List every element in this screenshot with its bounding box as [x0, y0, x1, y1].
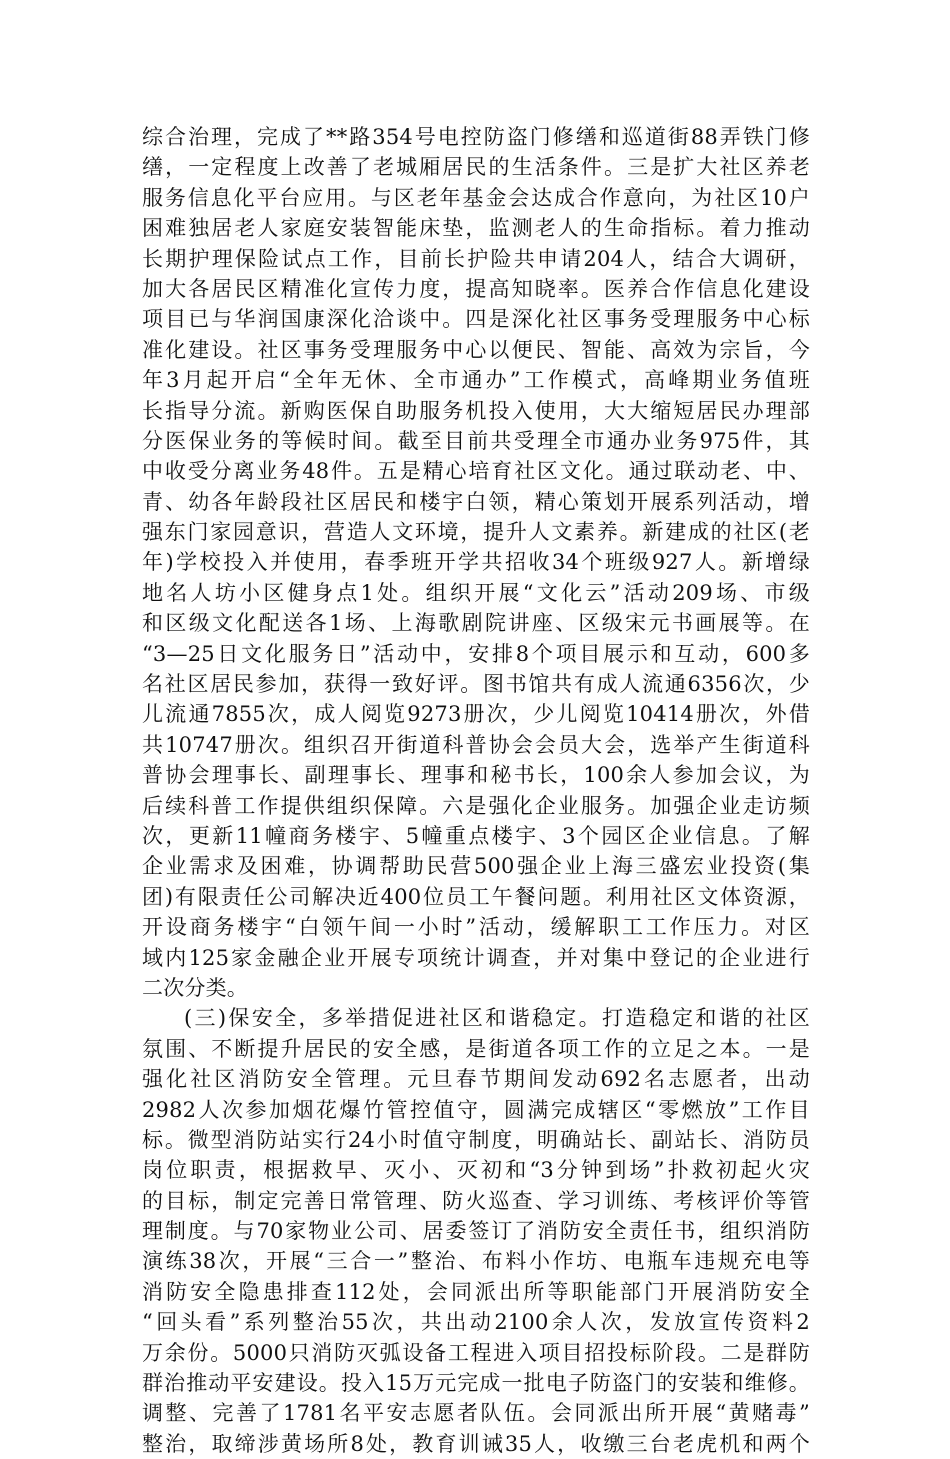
text-line: 整治，取缔涉黄场所8处，教育训诫35人，收缴三台老虎机和两个 — [142, 1431, 810, 1456]
text-line: 2982人次参加烟花爆竹管控值守，圆满完成辖区“零燃放”工作目 — [142, 1097, 810, 1122]
text-line: 万余份。5000只消防灭弧设备工程进入项目招投标阶段。二是群防 — [142, 1340, 810, 1365]
text-line: 共10747册次。组织召开街道科普协会会员大会，选举产生街道科 — [142, 732, 810, 757]
text-line: 消防安全隐患排查112处，会同派出所等职能部门开展消防安全 — [142, 1279, 810, 1304]
text-line: 的目标，制定完善日常管理、防火巡查、学习训练、考核评价等管 — [142, 1188, 810, 1213]
text-line: 项目已与华润国康深化洽谈中。四是深化社区事务受理服务中心标 — [142, 307, 810, 332]
text-line: 次，更新11幢商务楼宇、5幢重点楼宇、3个园区企业信息。了解 — [142, 823, 810, 848]
text-line: 综合治理，完成了**路354号电控防盗门修缮和巡道街88弄铁门修 — [142, 125, 810, 149]
text-line: 团)有限责任公司解决近400位员工午餐问题。利用社区文体资源， — [142, 884, 810, 909]
text-line: 缮，一定程度上改善了老城厢居民的生活条件。三是扩大社区养老 — [142, 155, 810, 180]
text-line: 长期护理保险试点工作，目前长护险共申请204人，结合大调研， — [142, 246, 810, 271]
text-line: 后续科普工作提供组织保障。六是强化企业服务。加强企业走访频 — [142, 793, 810, 818]
text-line: 强化社区消防安全管理。元旦春节期间发动692名志愿者，出动 — [142, 1067, 810, 1092]
text-line: 和区级文化配送各1场、上海歌剧院讲座、区级宋元书画展等。在 — [142, 611, 810, 636]
text-line: 岗位职责，根据救早、灭小、灭初和“3分钟到场”扑救初起火灾 — [142, 1158, 810, 1183]
text-line: 青、幼各年龄段社区居民和楼宇白领，精心策划开展系列活动，增 — [142, 489, 810, 514]
text-line: 年3月起开启“全年无休、全市通办”工作模式，高峰期业务值班 — [142, 368, 810, 393]
text-line: 群治推动平安建设。投入15万元完成一批电子防盗门的安装和维修。 — [142, 1371, 810, 1396]
text-line: 标。微型消防站实行24小时值守制度，明确站长、副站长、消防员 — [142, 1127, 810, 1152]
text-line: 强东门家园意识，营造人文环境，提升人文素养。新建成的社区(老 — [142, 520, 810, 545]
text-line: “回头看”系列整治55次，共出动2100余人次，发放宣传资料2 — [142, 1310, 810, 1335]
document-body — [142, 122, 810, 1459]
text-line: 理制度。与70家物业公司、居委签订了消防安全责任书，组织消防 — [142, 1219, 810, 1244]
text-line: 服务信息化平台应用。与区老年基金会达成合作意向，为社区10户 — [142, 185, 810, 210]
text-line: 普协会理事长、副理事长、理事和秘书长，100余人参加会议，为 — [142, 763, 810, 788]
text-line: 儿流通7855次，成人阅览9273册次，少儿阅览10414册次，外借 — [142, 702, 810, 727]
text-line: 准化建设。社区事务受理服务中心以便民、智能、高效为宗旨，今 — [142, 337, 810, 362]
text-line: 名社区居民参加，获得一致好评。图书馆共有成人流通6356次，少 — [142, 672, 810, 697]
text-line: 地名人坊小区健身点1处。组织开展“文化云”活动209场、市级 — [142, 580, 810, 605]
text-line: 氛围、不断提升居民的安全感，是街道各项工作的立足之本。一是 — [142, 1036, 810, 1061]
text-line: 长指导分流。新购医保自助服务机投入使用，大大缩短居民办理部 — [142, 398, 810, 423]
text-line: 加大各居民区精准化宣传力度，提高知晓率。医养合作信息化建设 — [142, 276, 810, 301]
text-line: 企业需求及困难，协调帮助民营500强企业上海三盛宏业投资(集 — [142, 854, 810, 879]
text-line: 中收受分离业务48件。五是精心培育社区文化。通过联动老、中、 — [142, 459, 810, 484]
text-line: 分医保业务的等候时间。截至目前共受理全市通办业务975件，其 — [142, 428, 810, 453]
text-line: 域内125家金融企业开展专项统计调查，并对集中登记的企业进行 — [142, 945, 810, 970]
text-line: 调整、完善了1781名平安志愿者队伍。会同派出所开展“黄赌毒” — [142, 1401, 810, 1426]
text-line: “3—25日文化服务日”活动中，安排8个项目展示和互动，600多 — [142, 641, 810, 666]
text-line: 年)学校投入并使用，春季班开学共招收34个班级927人。新增绿 — [142, 550, 810, 575]
text-line: 演练38次，开展“三合一”整治、布料小作坊、电瓶车违规充电等 — [142, 1249, 810, 1274]
text-line: 开设商务楼宇“白领午间一小时”活动，缓解职工工作压力。对区 — [142, 915, 810, 940]
text-line: 二次分类。 — [142, 975, 248, 1000]
text-line: 困难独居老人家庭安装智能床垫，监测老人的生命指标。着力推动 — [142, 216, 810, 241]
section-heading-line: (三)保安全，多举措促进社区和谐稳定。打造稳定和谐的社区 — [184, 1006, 810, 1031]
